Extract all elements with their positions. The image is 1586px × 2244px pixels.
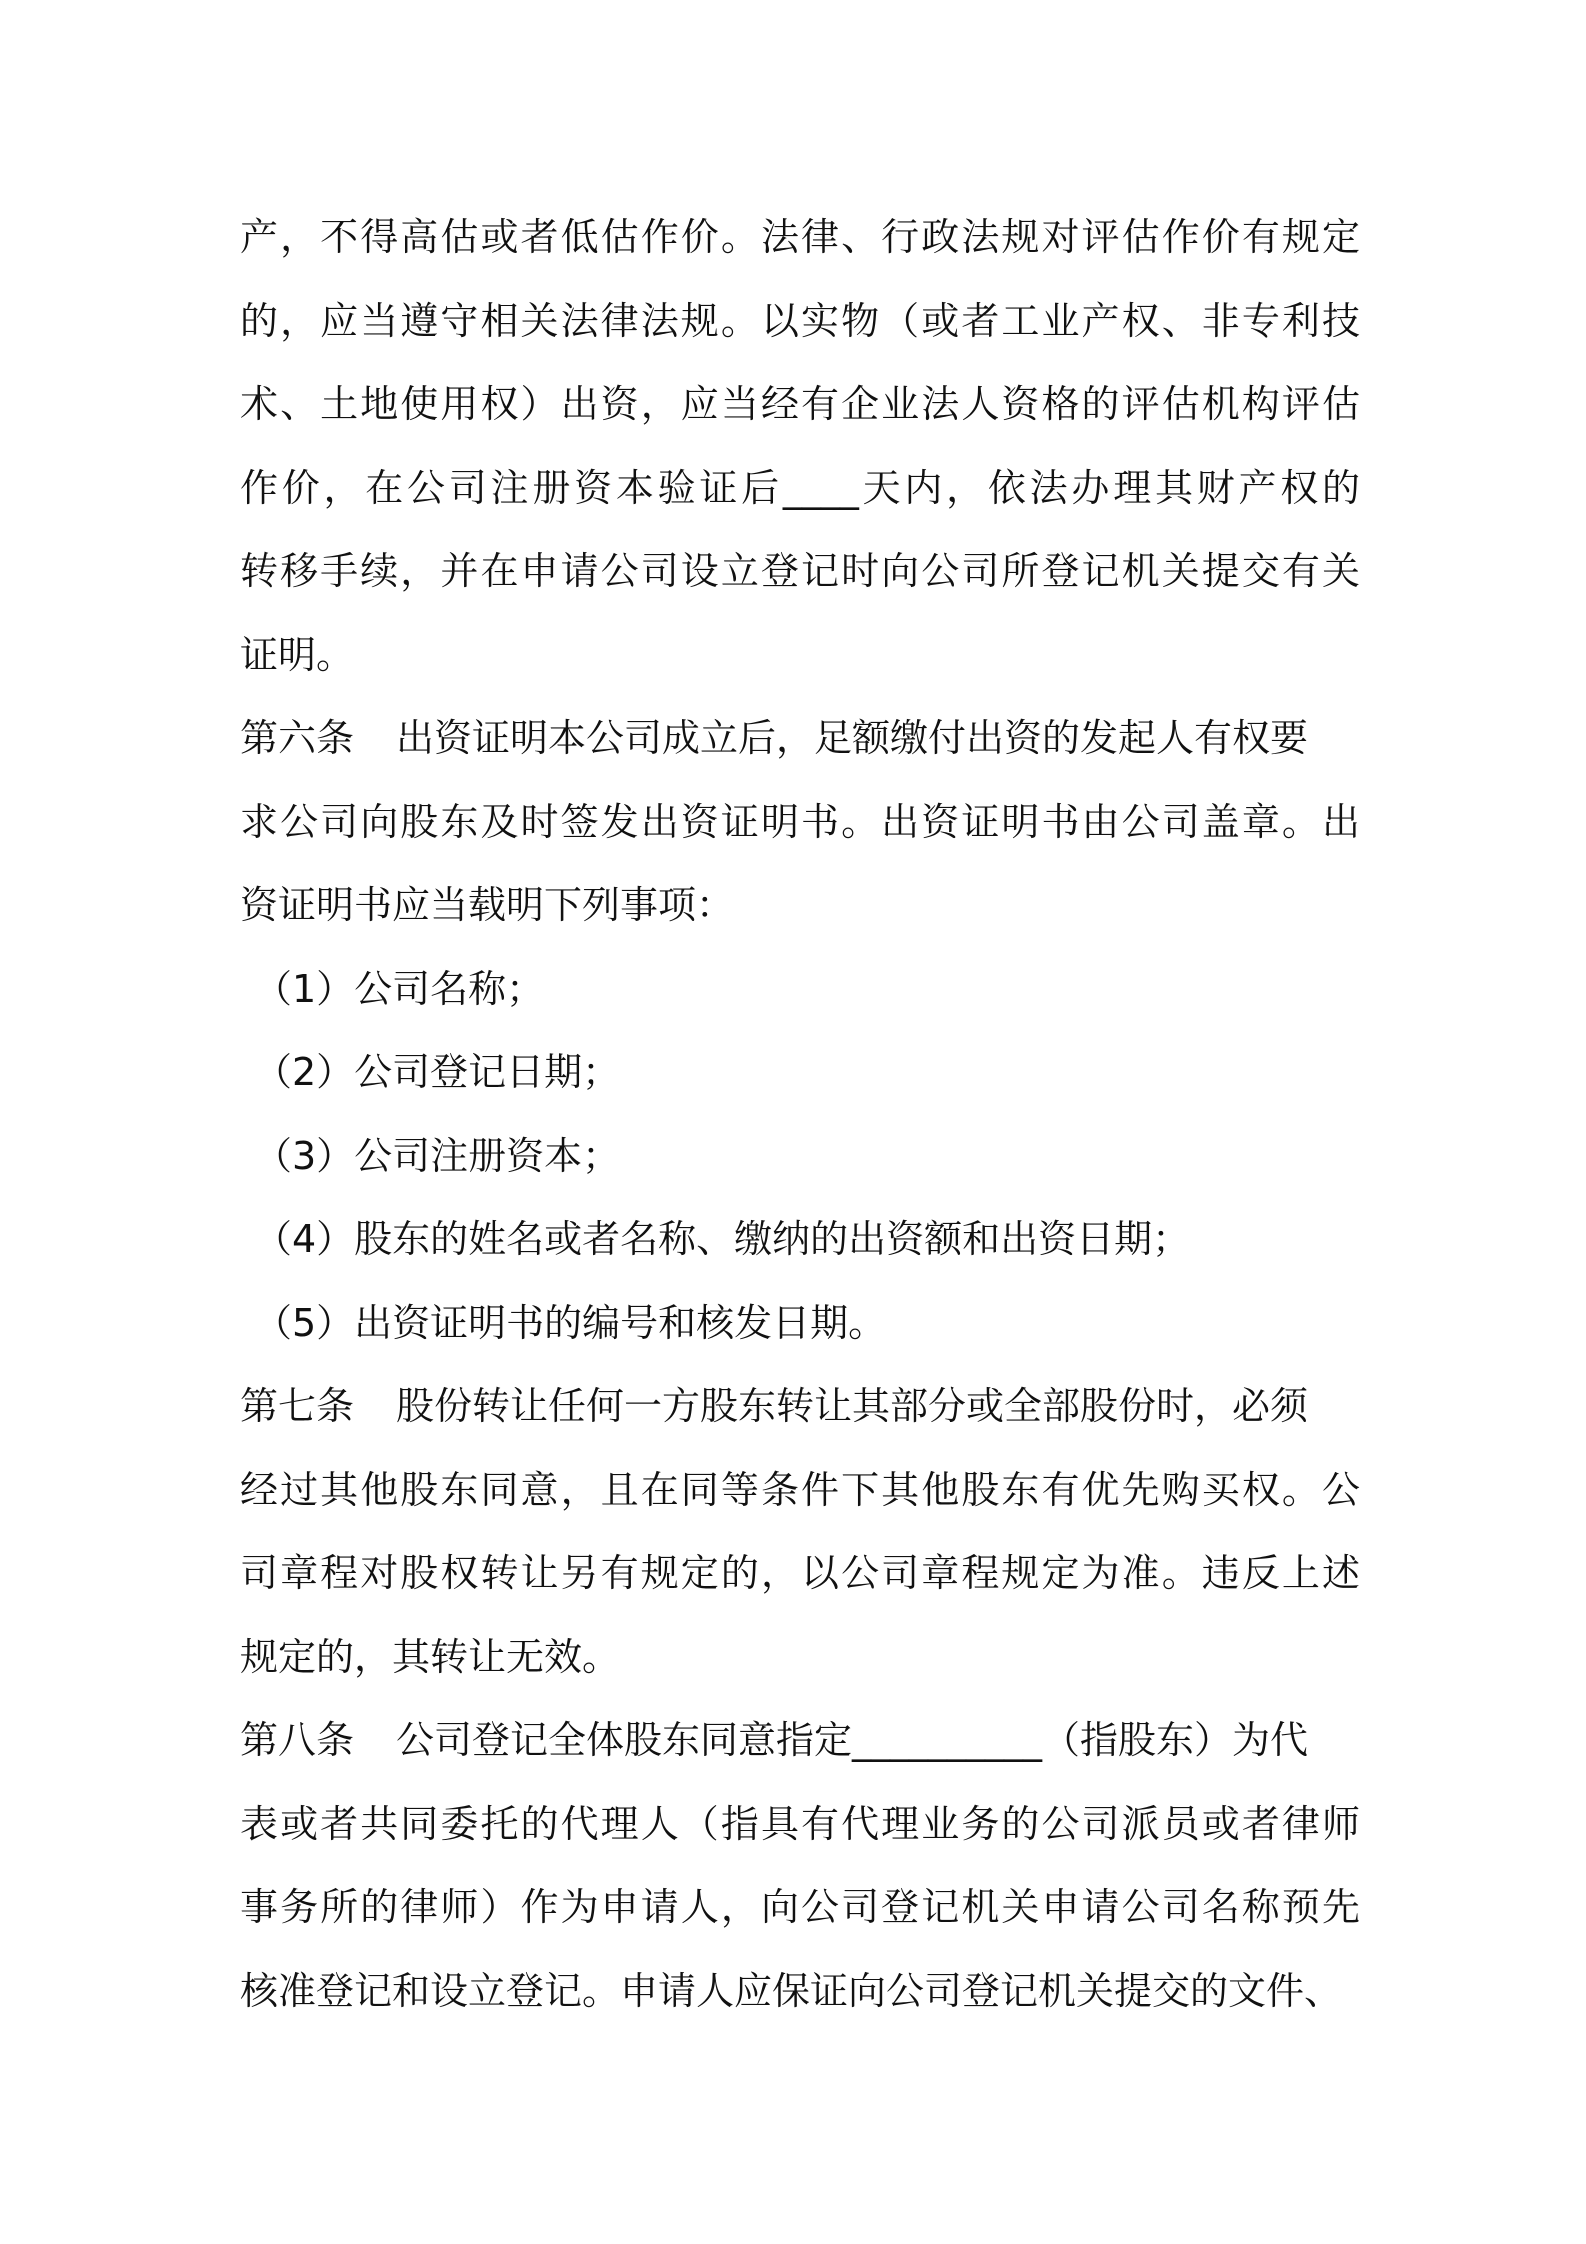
text-line: 表或者共同委托的代理人（指具有代理业务的公司派员或者律师: [240, 1801, 1360, 1846]
list-item: （3）公司注册资本；: [254, 1133, 621, 1178]
article-heading: 第六条: [240, 716, 355, 760]
article-6-first-line: [240, 697, 1360, 781]
document-body: [240, 196, 1360, 2033]
text-line: 司章程对股权转让另有规定的，以公司章程规定为准。违反上述: [240, 1551, 1360, 1595]
article-text: 股份转让任何一方股东转让其部分或全部股份时，必须: [396, 1384, 1309, 1428]
text-line: 规定的，其转让无效。: [240, 1634, 621, 1679]
article-text: 公司登记全体股东同意指定__________（指股东）为代: [396, 1718, 1309, 1762]
list-item: （4）股东的姓名或者名称、缴纳的出资额和出资日期；: [254, 1217, 1191, 1261]
text-line: 产，不得高估或者低估作价。法律、行政法规对评估作价有规定: [240, 215, 1360, 259]
article-text: 出资证明本公司成立后，足额缴付出资的发起人有权要: [396, 716, 1309, 760]
text-line: 的，应当遵守相关法律法规。以实物（或者工业产权、非专利技: [240, 298, 1360, 343]
list-item: （2）公司登记日期；: [254, 1050, 621, 1094]
text-line: 事务所的律师）作为申请人，向公司登记机关申请公司名称预先: [240, 1885, 1360, 1929]
text-line: 核准登记和设立登记。申请人应保证向公司登记机关提交的文件、: [240, 1968, 1343, 2013]
article-heading: 第七条: [240, 1384, 355, 1428]
article-7-first-line: [240, 1365, 1360, 1449]
list-item: （1）公司名称；: [254, 966, 545, 1011]
article-heading: 第八条: [240, 1718, 355, 1762]
text-line: 求公司向股东及时签发出资证明书。出资证明书由公司盖章。出: [240, 799, 1360, 844]
text-line: 作价，在公司注册资本验证后____天内，依法办理其财产权的: [240, 465, 1360, 510]
text-line: 转移手续，并在申请公司设立登记时向公司所登记机关提交有关: [240, 549, 1360, 593]
text-line: 资证明书应当载明下列事项：: [240, 883, 735, 927]
text-line: 经过其他股东同意，且在同等条件下其他股东有优先购买权。公: [240, 1467, 1360, 1512]
list-item: （5）出资证明书的编号和核发日期。: [254, 1300, 887, 1345]
text-line: 术、土地使用权）出资，应当经有企业法人资格的评估机构评估: [240, 382, 1360, 426]
text-line: 证明。: [240, 632, 355, 677]
article-8-first-line: [240, 1699, 1360, 1783]
